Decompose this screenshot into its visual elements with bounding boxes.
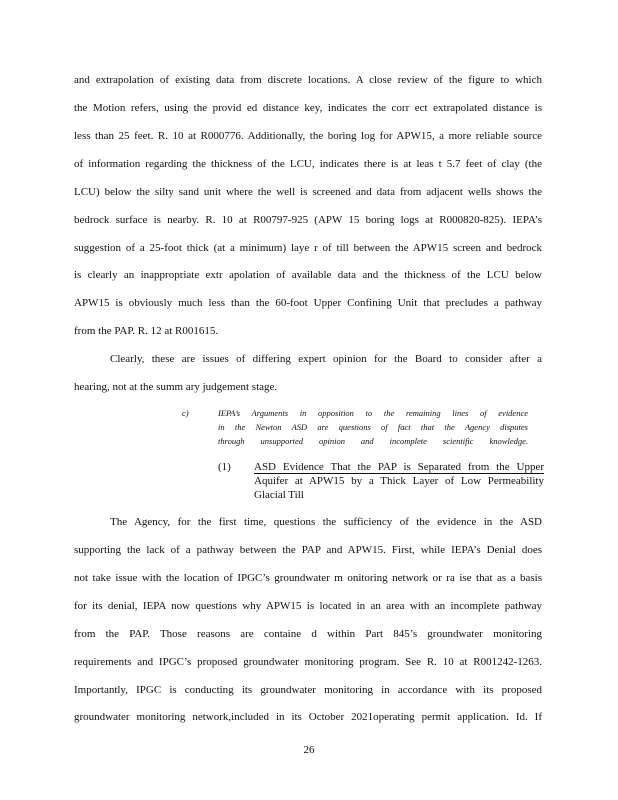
- body-line: The Agency, for the first time, questions the sufficiency of the evidence in the ASD: [110, 516, 542, 528]
- body-line: not take issue with the location of IPGC’s groundwater m onitoring network or ra ise that as a basis: [74, 572, 542, 584]
- body-line: of information regarding the thickness of the LCU, indicates there is at leas t 5.7 feet of clay (the: [74, 158, 542, 170]
- subheading-line: IEPA’s Arguments in opposition to the remaining lines of evidence: [218, 408, 528, 418]
- body-line: hearing, not at the summ ary judgement stage.: [74, 381, 278, 393]
- body-line: suggestion of a 25-foot thick (at a minimum) laye r of till between the APW15 screen and bedrock: [74, 242, 542, 254]
- heading-line: Aquifer at APW15 by a Thick Layer of Low Permeability: [254, 475, 544, 487]
- heading-number: (1): [218, 461, 231, 473]
- body-line: groundwater monitoring network,included in its October 2021operating permit application. Id. If: [74, 711, 542, 723]
- body-line: Clearly, these are issues of differing expert opinion for the Board to consider after a: [110, 353, 542, 365]
- body-line: APW15 is obviously much less than the 60-foot Upper Confining Unit that precludes a pathway: [74, 297, 542, 309]
- body-line: is clearly an inappropriate extr apolation of available data and the thickness of the LCU below: [74, 269, 542, 281]
- body-line: LCU) below the silty sand unit where the well is screened and data from adjacent wells shows the: [74, 186, 542, 198]
- body-line: for its denial, IEPA now questions why APW15 is located in an area with an incomplete pathway: [74, 600, 542, 612]
- body-line: Importantly, IPGC is conducting its groundwater monitoring in accordance with its proposed: [74, 684, 542, 696]
- body-line: and extrapolation of existing data from discrete locations. A close review of the figure to which: [74, 74, 542, 86]
- heading-line: Glacial Till: [254, 489, 304, 501]
- body-line: the Motion refers, using the provid ed distance key, indicates the corr ect extrapolated distance is: [74, 102, 542, 114]
- subheading-letter: c): [182, 408, 189, 418]
- body-line: less than 25 feet. R. 10 at R000776. Additionally, the boring log for APW15, a more reliable source: [74, 130, 542, 142]
- body-line: requirements and IPGC’s proposed groundwater monitoring program. See R. 10 at R001242-1263.: [74, 656, 542, 668]
- subheading-line: through unsupported opinion and incomplete scientific knowledge.: [218, 436, 528, 446]
- page-number: 26: [303, 744, 315, 756]
- heading-line: ASD Evidence That the PAP is Separated from the Upper: [254, 461, 544, 473]
- body-line: from the PAP. R. 12 at R001615.: [74, 325, 219, 337]
- body-line: supporting the lack of a pathway between the PAP and APW15. First, while IEPA’s Denial does: [74, 544, 542, 556]
- body-line: from the PAP. Those reasons are containe d within Part 845’s groundwater monitoring: [74, 628, 542, 640]
- body-line: bedrock surface is nearby. R. 10 at R00797-925 (APW 15 boring logs at R000820-825). IEPA’s: [74, 214, 542, 226]
- subheading-line: in the Newton ASD are questions of fact that the Agency disputes: [218, 422, 528, 432]
